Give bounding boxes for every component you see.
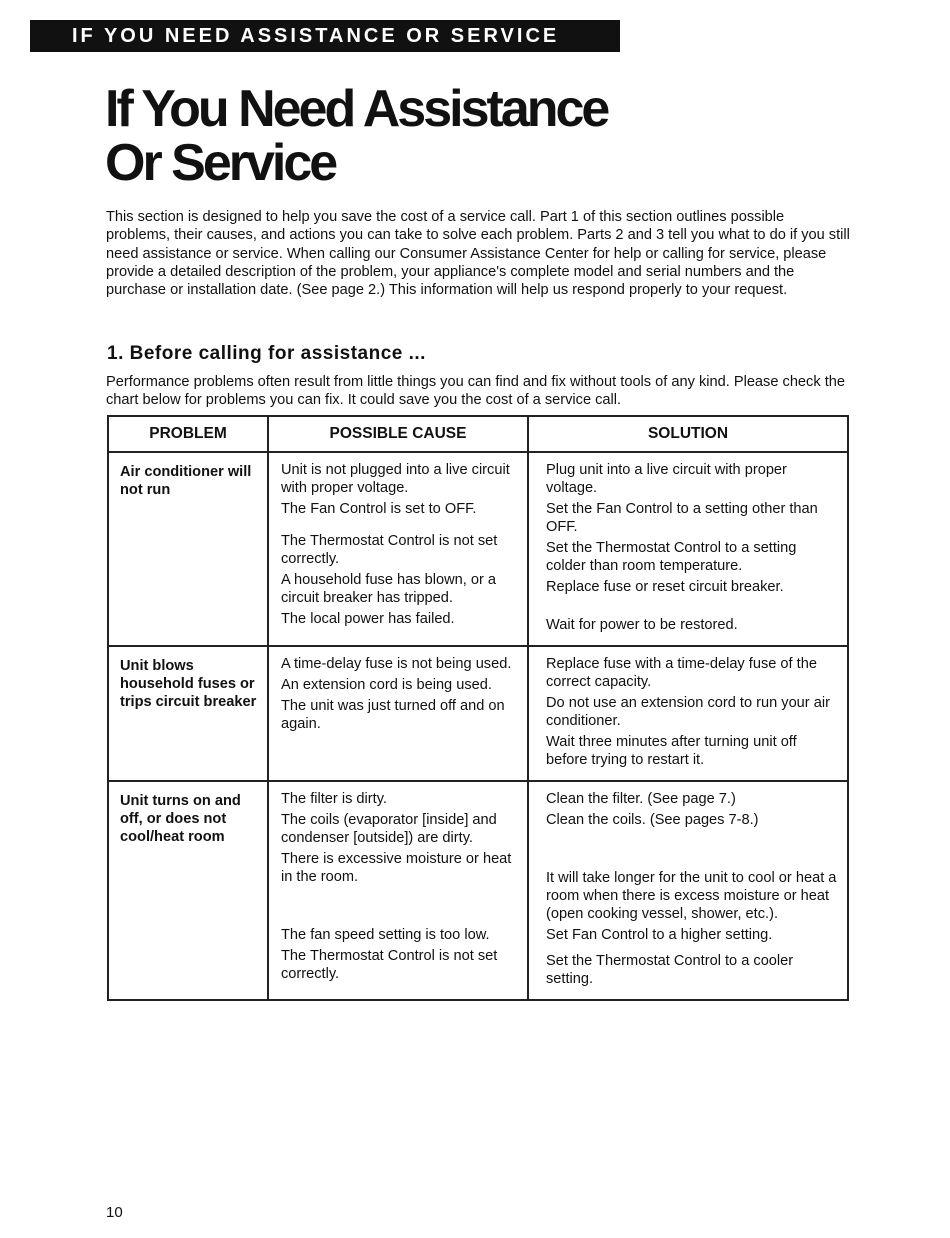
solution-cell (528, 452, 848, 646)
cause-item: The Thermostat Control is not set correctly. (281, 948, 498, 982)
solution-item: Wait three minutes after turning unit off before trying to restart it. (546, 734, 797, 768)
cause-item: There is excessive moisture or heat in the room. (281, 851, 512, 885)
solution-item: It will take longer for the unit to cool or heat a room when there is excess moisture or heat (open cooking vessel, shower, etc.). (546, 870, 837, 922)
solution-cell (528, 646, 848, 781)
solution-item: Do not use an extension cord to run your air conditioner. (546, 695, 830, 729)
solution-item: Set the Fan Control to a setting other than OFF. (546, 501, 818, 535)
header-solution: SOLUTION (528, 416, 848, 452)
solution-item: Set the Thermostat Control to a setting colder than room temperature. (546, 540, 797, 574)
solution-item: Clean the filter. (See page 7.) (546, 791, 736, 807)
cause-item: The filter is dirty. (281, 791, 387, 807)
cause-item: The local power has failed. (281, 611, 455, 627)
problem-cell: Unit turns on and off, or does not cool/heat room (108, 781, 268, 1000)
problem-cell: Unit blows household fuses or trips circuit breaker (108, 646, 268, 781)
section-heading: 1. Before calling for assistance ... (107, 343, 426, 364)
cause-item: A time-delay fuse is not being used. (281, 656, 512, 672)
troubleshooting-table (107, 415, 849, 1001)
cause-item: The fan speed setting is too low. (281, 927, 490, 943)
intro-paragraph: This section is designed to help you save the cost of a service call. Part 1 of this section outlines possible problems, their causes, and actions you can take to solve each problem. Parts 2 and 3 tell you what to do if you still need assistance or service. When calling our Consumer Assistance Center for help or calling for service, please provide a detailed description of the problem, your appliance's complete model and serial numbers and the purchase or installation date. (See page 2.) This information will help us respond properly to your request. (106, 209, 850, 299)
table-row (108, 452, 848, 646)
problem-cell: Air conditioner will not run (108, 452, 268, 646)
solution-item: Clean the coils. (See pages 7-8.) (546, 812, 759, 828)
cause-cell (268, 452, 528, 646)
table-row (108, 646, 848, 781)
solution-item: Set Fan Control to a higher setting. (546, 927, 773, 943)
cause-item: A household fuse has blown, or a circuit breaker has tripped. (281, 572, 497, 606)
section-lead-paragraph: Performance problems often result from little things you can find and fix without tools of any kind. Please check the chart below for problems you can fix. It could save you the cost of a service call. (106, 374, 845, 409)
table-header-row (108, 416, 848, 452)
cause-item: The Fan Control is set to OFF. (281, 501, 477, 517)
cause-cell (268, 781, 528, 1000)
cause-item: Unit is not plugged into a live circuit with proper voltage. (281, 462, 510, 496)
solution-cell (528, 781, 848, 1000)
cause-cell (268, 646, 528, 781)
solution-item: Wait for power to be restored. (546, 617, 738, 633)
page-title-line2: Or Service (105, 134, 336, 192)
cause-item: An extension cord is being used. (281, 677, 492, 693)
header-problem: PROBLEM (108, 416, 268, 452)
page-number: 10 (106, 1204, 123, 1221)
solution-item: Plug unit into a live circuit with proper voltage. (546, 462, 787, 496)
solution-item: Replace fuse or reset circuit breaker. (546, 579, 784, 595)
cause-item: The Thermostat Control is not set correctly. (281, 533, 498, 567)
page-title (105, 82, 607, 190)
cause-item: The coils (evaporator [inside] and condenser [outside]) are dirty. (281, 812, 497, 846)
solution-item: Set the Thermostat Control to a cooler setting. (546, 953, 794, 987)
table-row (108, 781, 848, 1000)
section-banner: IF YOU NEED ASSISTANCE OR SERVICE (30, 20, 620, 52)
cause-item: The unit was just turned off and on again. (281, 698, 505, 732)
page-title-line1: If You Need Assistance (105, 80, 608, 138)
solution-item: Replace fuse with a time-delay fuse of the correct capacity. (546, 656, 817, 690)
header-possible-cause: POSSIBLE CAUSE (268, 416, 528, 452)
